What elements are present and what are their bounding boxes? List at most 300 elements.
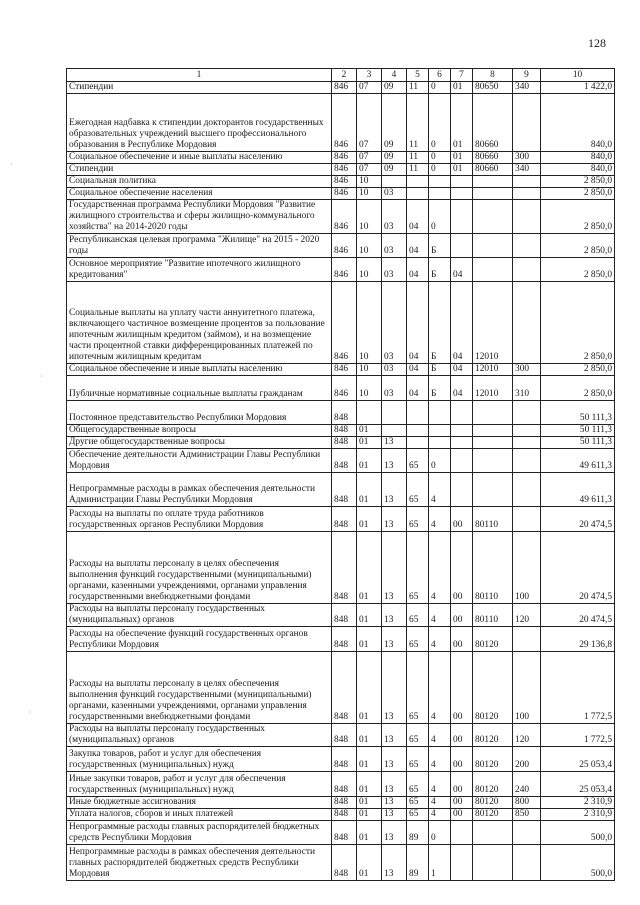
table-row [67, 425, 615, 437]
row-label: Расходы на выплаты персоналу государственных (муниципальных) органов [67, 724, 332, 747]
code-cell [451, 188, 473, 200]
row-label: Непрограммные расходы в рамках обеспечения деятельности Администрации Главы Республики Мордовия [67, 473, 332, 507]
code-cell: 65 [407, 532, 429, 604]
row-label: Социальное обеспечение и иные выплаты населению [67, 364, 332, 376]
column-header: 2 [332, 69, 357, 82]
code-cell: 80660 [473, 152, 513, 164]
row-label: Ежегодная надбавка к стипендии докторантов государственных образовательных учреждений высшего профессионального образования в Республике Мордовия [67, 94, 332, 152]
code-cell: 00 [451, 809, 473, 821]
row-label: Иные бюджетные ассигнования [67, 797, 332, 809]
row-label: Основное мероприятие "Развитие ипотечного жилищного кредитования" [67, 258, 332, 282]
code-cell [407, 176, 429, 188]
code-cell: 01 [357, 532, 382, 604]
code-cell: 4 [429, 772, 451, 797]
table-row [67, 376, 615, 401]
amount-cell: 25 053,4 [541, 772, 615, 797]
table-row [67, 94, 615, 152]
code-cell: 13 [382, 845, 407, 881]
code-cell: 1 [429, 845, 451, 881]
code-cell: 848 [332, 809, 357, 821]
table-row [67, 258, 615, 282]
code-cell: 0 [429, 152, 451, 164]
code-cell: 10 [357, 376, 382, 401]
code-cell: 65 [407, 473, 429, 507]
code-cell: Б [429, 376, 451, 401]
code-cell: 13 [382, 473, 407, 507]
code-cell: 09 [382, 152, 407, 164]
amount-cell: 2 310,9 [541, 797, 615, 809]
code-cell: 300 [513, 364, 541, 376]
scan-speck: · [10, 160, 13, 169]
row-label: Уплата налогов, сборов и иных платежей [67, 809, 332, 821]
amount-cell: 1 772,5 [541, 652, 615, 724]
code-cell: 340 [513, 82, 541, 94]
code-cell [473, 473, 513, 507]
code-cell: 80120 [473, 797, 513, 809]
column-header: 5 [407, 69, 429, 82]
amount-cell: 2 850,0 [541, 188, 615, 200]
code-cell: 848 [332, 473, 357, 507]
code-cell [513, 188, 541, 200]
code-cell: 11 [407, 94, 429, 152]
code-cell: 4 [429, 724, 451, 747]
code-cell: 04 [407, 200, 429, 234]
code-cell: 01 [451, 82, 473, 94]
code-cell: 01 [357, 821, 382, 845]
code-cell: 04 [407, 234, 429, 258]
code-cell: 848 [332, 797, 357, 809]
amount-cell: 50 111,3 [541, 425, 615, 437]
amount-cell: 2 850,0 [541, 258, 615, 282]
code-cell: 65 [407, 747, 429, 772]
code-cell: 846 [332, 94, 357, 152]
amount-cell: 2 850,0 [541, 364, 615, 376]
code-cell [473, 449, 513, 473]
code-cell [473, 845, 513, 881]
code-cell: 65 [407, 627, 429, 652]
row-label: Расходы на обеспечение функций государственных органов Республики Мордовия [67, 627, 332, 652]
amount-cell: 2 850,0 [541, 376, 615, 401]
code-cell: 80660 [473, 94, 513, 152]
code-cell: 80120 [473, 772, 513, 797]
code-cell: 120 [513, 724, 541, 747]
code-cell: 01 [357, 507, 382, 532]
table-row [67, 532, 615, 604]
code-cell [513, 473, 541, 507]
code-cell: 340 [513, 164, 541, 176]
code-cell: 4 [429, 652, 451, 724]
code-cell: 4 [429, 747, 451, 772]
code-cell: 848 [332, 747, 357, 772]
code-cell: 846 [332, 82, 357, 94]
code-cell: 10 [357, 282, 382, 364]
code-cell [473, 258, 513, 282]
code-cell: 03 [382, 282, 407, 364]
table-row [67, 797, 615, 809]
code-cell: 846 [332, 234, 357, 258]
code-cell: 65 [407, 507, 429, 532]
code-cell: 07 [357, 152, 382, 164]
table-row [67, 604, 615, 627]
code-cell: 850 [513, 809, 541, 821]
row-label: Расходы на выплаты персоналу государственных (муниципальных) органов [67, 604, 332, 627]
code-cell [513, 507, 541, 532]
code-cell: 11 [407, 82, 429, 94]
table-row [67, 164, 615, 176]
row-label: Расходы на выплаты по оплате труда работников государственных органов Республики Мордовия [67, 507, 332, 532]
column-header: 6 [429, 69, 451, 82]
code-cell: 13 [382, 809, 407, 821]
budget-table [66, 68, 615, 881]
code-cell: 89 [407, 845, 429, 881]
column-header: 9 [513, 69, 541, 82]
code-cell: 01 [357, 449, 382, 473]
code-cell: 00 [451, 507, 473, 532]
code-cell [407, 437, 429, 449]
row-label: Публичные нормативные социальные выплаты гражданам [67, 376, 332, 401]
code-cell: 4 [429, 473, 451, 507]
code-cell: 10 [357, 364, 382, 376]
code-cell: 00 [451, 652, 473, 724]
amount-cell: 500,0 [541, 821, 615, 845]
code-cell: 12010 [473, 376, 513, 401]
amount-cell: 50 111,3 [541, 401, 615, 425]
code-cell: 65 [407, 449, 429, 473]
code-cell: 07 [357, 82, 382, 94]
code-cell: 310 [513, 376, 541, 401]
amount-cell: 1 772,5 [541, 724, 615, 747]
code-cell: 09 [382, 94, 407, 152]
code-cell: 12010 [473, 282, 513, 364]
row-label: Стипендии [67, 82, 332, 94]
amount-cell: 29 136,8 [541, 627, 615, 652]
row-label: Расходы на выплаты персоналу в целях обеспечения выполнения функций государственными (муниципальными) органами, казенными учреждениями, органами управления государственными внебюджетными фондами [67, 652, 332, 724]
table-row [67, 176, 615, 188]
code-cell [513, 437, 541, 449]
code-cell: 65 [407, 724, 429, 747]
row-label: Закупка товаров, работ и услуг для обеспечения государственных (муниципальных) нужд [67, 747, 332, 772]
column-header: 1 [67, 69, 332, 82]
code-cell: 240 [513, 772, 541, 797]
code-cell [429, 425, 451, 437]
code-cell [513, 200, 541, 234]
row-label: Обеспечение деятельности Администрации Главы Республики Мордовия [67, 449, 332, 473]
code-cell: 846 [332, 376, 357, 401]
code-cell: 846 [332, 200, 357, 234]
code-cell [473, 437, 513, 449]
code-cell [451, 401, 473, 425]
code-cell: 04 [407, 376, 429, 401]
code-cell: 80110 [473, 507, 513, 532]
code-cell [513, 234, 541, 258]
amount-cell: 2 850,0 [541, 200, 615, 234]
table-row [67, 473, 615, 507]
code-cell: 01 [357, 724, 382, 747]
amount-cell: 500,0 [541, 845, 615, 881]
code-cell [473, 176, 513, 188]
code-cell: 4 [429, 809, 451, 821]
code-cell: 848 [332, 425, 357, 437]
code-cell: 04 [407, 364, 429, 376]
amount-cell: 840,0 [541, 152, 615, 164]
scan-speck: · [40, 372, 43, 381]
row-label: Государственная программа Республики Мордовия "Развитие жилищного строительства и сферы жилищно-коммунального хозяйства" на 2014-2020 годы [67, 200, 332, 234]
amount-cell: 20 474,5 [541, 507, 615, 532]
code-cell: Б [429, 282, 451, 364]
table-row [67, 627, 615, 652]
row-label: Социальные выплаты на уплату части аннуитетного платежа, включающего частичное возмещение процентов за пользование ипотечным жилищным кредитом (займом), и на возмещение части процентной ставки дифференцированных платежей по ипотечным жилищным кредитам [67, 282, 332, 364]
code-cell: 04 [407, 258, 429, 282]
row-label: Непрограммные расходы главных распорядителей бюджетных средств Республики Мордовия [67, 821, 332, 845]
amount-cell: 49 611,3 [541, 449, 615, 473]
code-cell: 00 [451, 797, 473, 809]
code-cell: 0 [429, 164, 451, 176]
table-row [67, 507, 615, 532]
code-cell [513, 176, 541, 188]
code-cell: 846 [332, 364, 357, 376]
code-cell [407, 401, 429, 425]
amount-cell: 2 310,9 [541, 809, 615, 821]
code-cell [429, 176, 451, 188]
row-label: Другие общегосударственные вопросы [67, 437, 332, 449]
row-label: Республиканская целевая программа "Жилище" на 2015 - 2020 годы [67, 234, 332, 258]
code-cell [382, 425, 407, 437]
code-cell: 80120 [473, 747, 513, 772]
code-cell: 04 [451, 376, 473, 401]
table-row [67, 845, 615, 881]
code-cell [513, 845, 541, 881]
code-cell: 848 [332, 401, 357, 425]
code-cell: 848 [332, 845, 357, 881]
code-cell [382, 401, 407, 425]
table-row [67, 282, 615, 364]
code-cell: 13 [382, 724, 407, 747]
code-cell: 846 [332, 282, 357, 364]
code-cell: 848 [332, 627, 357, 652]
row-label: Социальное обеспечение и иные выплаты населению [67, 152, 332, 164]
code-cell: 13 [382, 627, 407, 652]
column-header: 3 [357, 69, 382, 82]
code-cell: 0 [429, 94, 451, 152]
code-cell: 10 [357, 258, 382, 282]
code-cell: 848 [332, 449, 357, 473]
code-cell: 01 [357, 809, 382, 821]
code-cell: Б [429, 234, 451, 258]
code-cell: 13 [382, 747, 407, 772]
code-cell [451, 449, 473, 473]
row-label: Иные закупки товаров, работ и услуг для обеспечения государственных (муниципальных) нужд [67, 772, 332, 797]
code-cell: 01 [357, 772, 382, 797]
code-cell: 13 [382, 821, 407, 845]
code-cell: 100 [513, 532, 541, 604]
code-cell: 846 [332, 188, 357, 200]
code-cell: 01 [357, 747, 382, 772]
code-cell [451, 845, 473, 881]
code-cell: 00 [451, 772, 473, 797]
scan-speck: · [28, 708, 31, 717]
code-cell: 07 [357, 94, 382, 152]
amount-cell: 840,0 [541, 94, 615, 152]
code-cell: 13 [382, 449, 407, 473]
code-cell: 65 [407, 797, 429, 809]
header-row [67, 69, 615, 82]
code-cell: 846 [332, 152, 357, 164]
code-cell: 120 [513, 604, 541, 627]
code-cell: 11 [407, 164, 429, 176]
code-cell: 00 [451, 747, 473, 772]
code-cell: 00 [451, 532, 473, 604]
code-cell: 0 [429, 200, 451, 234]
row-label: Стипендии [67, 164, 332, 176]
code-cell [513, 94, 541, 152]
table-row [67, 82, 615, 94]
amount-cell: 1 422,0 [541, 82, 615, 94]
code-cell: 04 [407, 282, 429, 364]
code-cell [357, 401, 382, 425]
code-cell [473, 401, 513, 425]
code-cell: 4 [429, 507, 451, 532]
row-label: Социальная политика [67, 176, 332, 188]
code-cell: 65 [407, 604, 429, 627]
code-cell: Б [429, 364, 451, 376]
code-cell: 11 [407, 152, 429, 164]
code-cell [451, 437, 473, 449]
code-cell: 65 [407, 772, 429, 797]
code-cell: 00 [451, 627, 473, 652]
amount-cell: 25 053,4 [541, 747, 615, 772]
code-cell: 848 [332, 604, 357, 627]
code-cell: 0 [429, 821, 451, 845]
table-row [67, 724, 615, 747]
row-label: Социальное обеспечение населения [67, 188, 332, 200]
code-cell [451, 473, 473, 507]
code-cell: 13 [382, 604, 407, 627]
code-cell: 01 [451, 152, 473, 164]
amount-cell: 20 474,5 [541, 604, 615, 627]
code-cell: 846 [332, 258, 357, 282]
code-cell: 80110 [473, 604, 513, 627]
table-row [67, 772, 615, 797]
code-cell: 13 [382, 507, 407, 532]
code-cell: 01 [357, 627, 382, 652]
code-cell: 80660 [473, 164, 513, 176]
code-cell: 01 [357, 652, 382, 724]
code-cell: 80650 [473, 82, 513, 94]
code-cell: 300 [513, 152, 541, 164]
column-header: 4 [382, 69, 407, 82]
code-cell: 80120 [473, 724, 513, 747]
row-label: Непрограммные расходы в рамках обеспечения деятельности главных распорядителей бюджетных средств Республики Мордовия [67, 845, 332, 881]
code-cell: 01 [357, 604, 382, 627]
code-cell: 4 [429, 532, 451, 604]
code-cell: 04 [451, 282, 473, 364]
code-cell [473, 234, 513, 258]
amount-cell: 840,0 [541, 164, 615, 176]
amount-cell: 2 850,0 [541, 234, 615, 258]
code-cell: 10 [357, 200, 382, 234]
code-cell [382, 176, 407, 188]
code-cell: 848 [332, 507, 357, 532]
table-row [67, 401, 615, 425]
code-cell: 80120 [473, 627, 513, 652]
code-cell: 13 [382, 437, 407, 449]
table-row [67, 234, 615, 258]
code-cell: 848 [332, 652, 357, 724]
code-cell: 07 [357, 164, 382, 176]
code-cell [473, 200, 513, 234]
code-cell: 01 [357, 425, 382, 437]
code-cell: 848 [332, 437, 357, 449]
code-cell: 13 [382, 772, 407, 797]
code-cell [513, 401, 541, 425]
code-cell: 01 [451, 94, 473, 152]
column-header: 8 [473, 69, 513, 82]
code-cell: 800 [513, 797, 541, 809]
code-cell: 848 [332, 724, 357, 747]
code-cell [513, 821, 541, 845]
code-cell [451, 821, 473, 845]
code-cell: Б [429, 258, 451, 282]
code-cell [407, 188, 429, 200]
code-cell: 04 [451, 364, 473, 376]
code-cell: 10 [357, 176, 382, 188]
amount-cell: 50 111,3 [541, 437, 615, 449]
code-cell: 03 [382, 188, 407, 200]
code-cell: 03 [382, 364, 407, 376]
code-cell: 00 [451, 724, 473, 747]
code-cell: 0 [429, 449, 451, 473]
code-cell: 80120 [473, 652, 513, 724]
code-cell: 89 [407, 821, 429, 845]
code-cell [473, 425, 513, 437]
table-row [67, 747, 615, 772]
code-cell: 01 [357, 845, 382, 881]
code-cell: 09 [382, 164, 407, 176]
code-cell: 01 [357, 797, 382, 809]
code-cell: 4 [429, 797, 451, 809]
code-cell: 10 [357, 188, 382, 200]
code-cell: 0 [429, 82, 451, 94]
table-row [67, 188, 615, 200]
code-cell [407, 425, 429, 437]
code-cell: 03 [382, 234, 407, 258]
code-cell [513, 282, 541, 364]
code-cell: 846 [332, 164, 357, 176]
column-header: 7 [451, 69, 473, 82]
code-cell: 80110 [473, 532, 513, 604]
code-cell [513, 449, 541, 473]
code-cell: 80120 [473, 809, 513, 821]
code-cell [451, 425, 473, 437]
table-row [67, 652, 615, 724]
code-cell: 200 [513, 747, 541, 772]
code-cell [513, 258, 541, 282]
column-header: 10 [541, 69, 615, 82]
amount-cell: 2 850,0 [541, 176, 615, 188]
page-number: 128 [588, 36, 606, 50]
code-cell [429, 401, 451, 425]
code-cell: 848 [332, 532, 357, 604]
table-row [67, 152, 615, 164]
row-label: Общегосударственные вопросы [67, 425, 332, 437]
amount-cell: 49 611,3 [541, 473, 615, 507]
table-row [67, 809, 615, 821]
table-row [67, 200, 615, 234]
code-cell [513, 425, 541, 437]
code-cell: 65 [407, 809, 429, 821]
amount-cell: 2 850,0 [541, 282, 615, 364]
code-cell: 00 [451, 604, 473, 627]
